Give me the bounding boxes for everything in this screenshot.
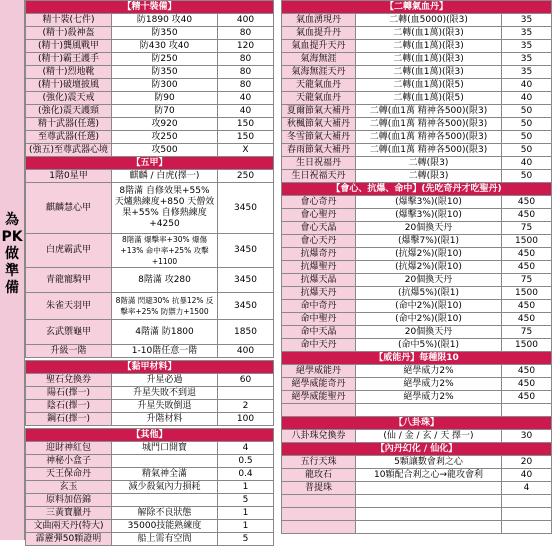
item-price: 35 [502, 27, 552, 40]
item-price: 40 [218, 92, 274, 105]
item-name: 麒麟慧心甲 [26, 183, 112, 234]
item-description: 20個換天丹 [356, 274, 502, 287]
right-price-table [281, 0, 552, 534]
section-header [282, 1, 552, 14]
item-description: 防250 [112, 53, 218, 66]
item-description: 升星必過 [112, 374, 218, 387]
item-price: 400 [218, 14, 274, 27]
item-price: 1850 [218, 320, 274, 345]
item-price: 450 [502, 300, 552, 313]
item-name: 朱雀天羽甲 [26, 293, 112, 320]
item-name: 抗爆奇丹 [282, 248, 356, 261]
section-title: 【其他】 [26, 429, 274, 442]
item-name: (精十)破壇披風 [26, 79, 112, 92]
item-price: 450 [502, 261, 552, 274]
item-name: 氣海無涯 [282, 53, 356, 66]
item-name: 夏爾節氣大補丹 [282, 105, 356, 118]
item-name: 天龍氣血丹 [282, 79, 356, 92]
empty-row [282, 404, 552, 417]
item-price: 150 [218, 131, 274, 144]
item-name: 霹靂彈50顆證明 [26, 533, 112, 546]
item-price: 30 [502, 430, 552, 443]
item-price: 80 [218, 79, 274, 92]
item-name: 升級一階 [26, 345, 112, 358]
item-price: 450 [502, 378, 552, 391]
empty-row [282, 508, 552, 521]
left-price-table [25, 0, 274, 546]
price-row [282, 27, 552, 40]
section-title: 【威能丹】每種限10 [282, 352, 552, 365]
armor-row [26, 268, 274, 293]
item-name: 秋楓節氣大補丹 [282, 118, 356, 131]
item-price: 75 [502, 326, 552, 339]
item-description: (爆擊7%)(限1) [356, 235, 502, 248]
item-description: 35000技能熟練度 [112, 520, 218, 533]
item-description: 減少殺氣內力損耗 [112, 481, 218, 494]
item-description: 防430 攻40 [112, 40, 218, 53]
item-description: 4階滿 防1800 [112, 320, 218, 345]
price-row [282, 14, 552, 27]
item-name: 玄武禦龜甲 [26, 320, 112, 345]
item-name: 1階0星甲 [26, 170, 112, 183]
item-name: 命中奇丹 [282, 300, 356, 313]
item-price: 450 [502, 365, 552, 378]
item-description: 二轉(血1萬 精神各500)(限3) [356, 144, 502, 157]
item-description: (抗爆2%)(限10) [356, 248, 502, 261]
item-name: (強五)至尊武器心境 [26, 144, 112, 157]
item-price: 50 [502, 118, 552, 131]
price-row [282, 261, 552, 274]
item-price: 450 [502, 248, 552, 261]
item-name: 精十裝(七件) [26, 14, 112, 27]
item-description: (抗爆5%)(限1) [356, 287, 502, 300]
sidebar [0, 0, 25, 540]
item-description: 二轉(血1萬)(限5) [356, 79, 502, 92]
item-price: 40 [502, 469, 552, 482]
item-price: 60 [218, 374, 274, 387]
price-row [282, 248, 552, 261]
item-description: 二轉(血1萬 精神各500)(限3) [356, 131, 502, 144]
empty-row [282, 495, 552, 508]
armor-row [26, 234, 274, 268]
item-price: 4 [218, 442, 274, 455]
item-name: (精十)殺神盔 [26, 27, 112, 40]
item-description: (爆擊3%)(限10) [356, 196, 502, 209]
item-name: 會心聖丹 [282, 209, 356, 222]
item-description: 二轉(血1萬)(限3) [356, 40, 502, 53]
price-row [282, 274, 552, 287]
item-name: (精十)霸王護手 [26, 53, 112, 66]
price-row [282, 66, 552, 79]
armor-row [26, 183, 274, 234]
item-name: 青龍寵騎甲 [26, 268, 112, 293]
sidebar-label: 為PK做準備 [1, 212, 23, 296]
price-row [282, 300, 552, 313]
item-name: 至尊武器(任選) [26, 131, 112, 144]
item-description: (爆擊3%)(限10) [356, 209, 502, 222]
price-row [282, 339, 552, 352]
item-description: (命中2%)(限10) [356, 300, 502, 313]
item-name: 抗爆天丹 [282, 287, 356, 300]
section-header [26, 1, 274, 14]
section-header [282, 417, 552, 430]
item-name: 絕學威能丹 [282, 365, 356, 378]
item-price: 80 [218, 53, 274, 66]
price-row [282, 209, 552, 222]
item-price: 0.5 [218, 455, 274, 468]
item-price: 450 [502, 313, 552, 326]
item-price: 40 [502, 79, 552, 92]
empty-row [282, 521, 552, 534]
item-price: 150 [218, 118, 274, 131]
item-description [112, 455, 218, 468]
item-description: 攻920 [112, 118, 218, 131]
price-row [26, 92, 274, 105]
price-row [282, 144, 552, 157]
item-price: 50 [502, 131, 552, 144]
item-description: 絕學威力2% [356, 391, 502, 404]
item-price: 2 [218, 400, 274, 413]
price-row [26, 66, 274, 79]
item-price: 0.4 [218, 468, 274, 481]
item-name: 氣血湧現丹 [282, 14, 356, 27]
price-row [282, 482, 552, 495]
item-name: 天龍氣血丹 [282, 92, 356, 105]
item-name: 迎財神紅包 [26, 442, 112, 455]
item-price: 1 [218, 481, 274, 494]
item-description: 二轉(血1萬)(限3) [356, 66, 502, 79]
price-row [282, 131, 552, 144]
price-row [282, 365, 552, 378]
section-header [26, 361, 274, 374]
item-name: 陽石(擇一) [26, 387, 112, 400]
item-description: 8階滿 攻280 [112, 268, 218, 293]
item-description: 20個換天丹 [356, 222, 502, 235]
item-price: 1500 [502, 339, 552, 352]
item-name: 生日祝福丹 [282, 157, 356, 170]
item-description: 絕學威力2% [356, 378, 502, 391]
item-description: 二轉(血1萬)(限3) [356, 53, 502, 66]
item-price: 450 [502, 391, 552, 404]
item-name: 氣海無涯天丹 [282, 66, 356, 79]
price-row [26, 468, 274, 481]
price-row [26, 455, 274, 468]
price-row [282, 430, 552, 443]
item-price: 5 [218, 533, 274, 546]
price-row [282, 469, 552, 482]
item-price: 400 [218, 345, 274, 358]
item-description: 升階材料 [112, 413, 218, 426]
item-name: 抗爆聖丹 [282, 261, 356, 274]
section-header [282, 352, 552, 365]
item-name: 命中天晶 [282, 326, 356, 339]
item-description: 防90 [112, 92, 218, 105]
armor-row [26, 345, 274, 358]
item-price: 50 [502, 144, 552, 157]
item-name: (精十)龔風戰甲 [26, 40, 112, 53]
price-row [26, 387, 274, 400]
item-description: 二轉(血1萬 精神各500)(限3) [356, 105, 502, 118]
item-price: 450 [502, 196, 552, 209]
price-row [26, 413, 274, 426]
item-description: 防350 [112, 27, 218, 40]
price-row [26, 105, 274, 118]
section-title: 【精十裝備】 [26, 1, 274, 14]
item-name: 命中聖丹 [282, 313, 356, 326]
item-description: 二轉(血1萬 精神各500)(限3) [356, 118, 502, 131]
armor-row [26, 170, 274, 183]
item-price: 50 [502, 105, 552, 118]
item-price: 4 [502, 482, 552, 495]
item-name: 絕學威能奇丹 [282, 378, 356, 391]
item-name: 生日祝福天丹 [282, 170, 356, 183]
price-row [26, 374, 274, 387]
item-description: 攻500 [112, 144, 218, 157]
item-name: 抗爆天晶 [282, 274, 356, 287]
price-row [26, 14, 274, 27]
item-price: 35 [502, 53, 552, 66]
item-price: 100 [218, 413, 274, 426]
price-row [26, 40, 274, 53]
item-description: 二轉(限3) [356, 157, 502, 170]
item-name: 春雨節氣大補丹 [282, 144, 356, 157]
price-row [26, 144, 274, 157]
item-description: 防350 [112, 66, 218, 79]
item-name: 氣血提升丹 [282, 27, 356, 40]
item-price: 80 [218, 66, 274, 79]
item-description: 防70 [112, 105, 218, 118]
item-description: 升星失敗不到退 [112, 387, 218, 400]
price-row [282, 40, 552, 53]
item-description: 防300 [112, 79, 218, 92]
item-name: 三黃寶臘丹 [26, 507, 112, 520]
section-header [282, 443, 552, 456]
item-name: (精十)烈地靴 [26, 66, 112, 79]
section-title: 【黏甲材料】 [26, 361, 274, 374]
item-name: 精十武器(任選) [26, 118, 112, 131]
item-name: 冬雪節氣大補丹 [282, 131, 356, 144]
item-name: 文曲兩天丹(特大) [26, 520, 112, 533]
price-row [282, 196, 552, 209]
price-row [26, 442, 274, 455]
item-name: (強化)震天護頸 [26, 105, 112, 118]
item-description: (仙 / 金 / 玄 / 天 擇一) [356, 430, 502, 443]
item-price: 40 [502, 157, 552, 170]
item-name: 鋼石(擇一) [26, 413, 112, 426]
item-description: (命中5%)(限1) [356, 339, 502, 352]
section-header [26, 157, 274, 170]
price-row [282, 79, 552, 92]
item-name: 命中天丹 [282, 339, 356, 352]
item-price: 40 [502, 92, 552, 105]
item-description: 精氣神全滿 [112, 468, 218, 481]
item-description: 絕學威力2% [356, 365, 502, 378]
item-price: 1500 [502, 287, 552, 300]
item-price: 75 [502, 274, 552, 287]
item-price [218, 387, 274, 400]
item-name: 神秘小盒子 [26, 455, 112, 468]
item-description: 8階滿 自修效果+55% 天爐熱練度+850 天僧效果+55% 自修熱練度+4250 [112, 183, 218, 234]
item-price: 120 [218, 40, 274, 53]
price-row [26, 533, 274, 546]
item-name: 陰石(擇一) [26, 400, 112, 413]
item-price: 20 [502, 456, 552, 469]
item-name: 普提珠 [282, 482, 356, 495]
item-description: 5顆讓數會剎之心 [356, 456, 502, 469]
item-name: (強化)震天戒 [26, 92, 112, 105]
price-row [26, 79, 274, 92]
item-name: 天王保命丹 [26, 468, 112, 481]
item-description: (抗爆2%)(限10) [356, 261, 502, 274]
price-row [26, 27, 274, 40]
item-description: 二轉(血1萬)(限5) [356, 92, 502, 105]
section-title: 【會心、抗爆、命中】(先吃奇丹才吃聖丹) [282, 183, 552, 196]
item-description: 防1890 攻40 [112, 14, 218, 27]
item-description: 二轉(血1萬)(限3) [356, 27, 502, 40]
price-row [282, 170, 552, 183]
item-name: 玄玉 [26, 481, 112, 494]
item-price: 40 [218, 105, 274, 118]
item-price: 1 [218, 507, 274, 520]
item-price: 35 [502, 14, 552, 27]
item-description: 解除不良狀態 [112, 507, 218, 520]
price-row [282, 157, 552, 170]
item-name: 原料加倍錦 [26, 494, 112, 507]
item-price: 450 [502, 209, 552, 222]
item-price: 5 [218, 494, 274, 507]
item-description: 1-10階任意一階 [112, 345, 218, 358]
item-name: 會心天丹 [282, 235, 356, 248]
item-price: X [218, 144, 274, 157]
price-row [282, 391, 552, 404]
item-description: 城門口開寶 [112, 442, 218, 455]
item-description [112, 494, 218, 507]
section-header [26, 429, 274, 442]
item-name: 八卦珠兌換券 [282, 430, 356, 443]
item-name: 會心天晶 [282, 222, 356, 235]
item-name: 氣血提升天丹 [282, 40, 356, 53]
item-name: 五行天珠 [282, 456, 356, 469]
item-description: 二轉(限3) [356, 170, 502, 183]
item-description: 8階滿 爆擊率+30% 爆傷+13% 命中率+25% 攻擊+1100 [112, 234, 218, 268]
item-price: 1500 [502, 235, 552, 248]
price-row [282, 456, 552, 469]
price-row [26, 520, 274, 533]
item-description: 10顆配合剎之心→龍攻會利 [356, 469, 502, 482]
section-title: 【二轉氣血丹】 [282, 1, 552, 14]
item-description: 船上需有空間 [112, 533, 218, 546]
price-row [282, 378, 552, 391]
item-description [356, 482, 502, 495]
item-description: 20個換天丹 [356, 326, 502, 339]
price-row [26, 53, 274, 66]
price-row [282, 235, 552, 248]
item-price: 35 [502, 40, 552, 53]
price-row [26, 118, 274, 131]
price-row [26, 481, 274, 494]
price-row [282, 92, 552, 105]
item-price: 3450 [218, 293, 274, 320]
item-price: 3450 [218, 183, 274, 234]
armor-row [26, 320, 274, 345]
item-price: 3450 [218, 268, 274, 293]
price-row [282, 326, 552, 339]
item-name: 白虎霸武甲 [26, 234, 112, 268]
item-price: 250 [218, 170, 274, 183]
price-row [26, 400, 274, 413]
price-row [282, 222, 552, 235]
item-description: 二轉(血5000)(限3) [356, 14, 502, 27]
item-description: (命中2%)(限10) [356, 313, 502, 326]
item-price: 35 [502, 66, 552, 79]
item-price: 1 [218, 520, 274, 533]
armor-row [26, 293, 274, 320]
section-title: 【八卦珠】 [282, 417, 552, 430]
price-row [26, 131, 274, 144]
item-description: 升星失敗倒退 [112, 400, 218, 413]
item-name: 龍玫石 [282, 469, 356, 482]
item-name: 絕學威能聖丹 [282, 391, 356, 404]
price-row [26, 494, 274, 507]
item-description: 麒麟 / 白虎(擇一) [112, 170, 218, 183]
price-row [282, 118, 552, 131]
section-title: 【內丹幻化 / 仙化】 [282, 443, 552, 456]
item-price: 75 [502, 222, 552, 235]
item-price: 3450 [218, 234, 274, 268]
item-name: 會心奇丹 [282, 196, 356, 209]
item-name: 聖石兌換券 [26, 374, 112, 387]
price-row [282, 287, 552, 300]
item-price: 50 [502, 170, 552, 183]
section-title: 【五甲】 [26, 157, 274, 170]
item-price: 80 [218, 27, 274, 40]
price-row [282, 53, 552, 66]
price-row [26, 507, 274, 520]
price-row [282, 105, 552, 118]
item-description: 攻250 [112, 131, 218, 144]
item-description: 8階滿 閃避30% 抗暴12% 反擊率+25% 防禦力+1500 [112, 293, 218, 320]
price-row [282, 313, 552, 326]
section-header [282, 183, 552, 196]
